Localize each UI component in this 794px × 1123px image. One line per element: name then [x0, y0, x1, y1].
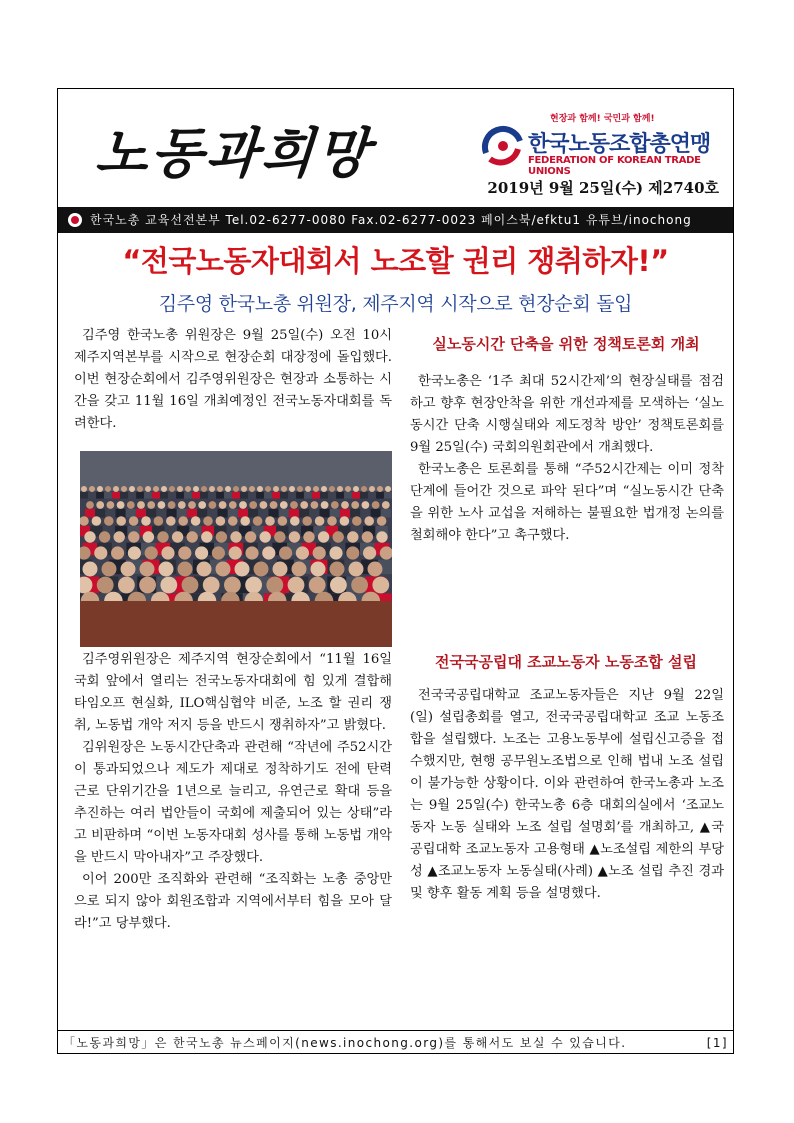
issue-date: 2019년 9월 25일(수) 제2740호 [487, 179, 719, 197]
main-article-body [74, 649, 392, 935]
article2-para-1: 한국노총은 ‘1주 최대 52시간제’의 현장실태를 점검하고 향후 현장안착을 위한 개선과제를 모색하는 ‘실노동시간 단축 시행실태와 제도정착 방안’ 정책토론회를 9월 25일(수) 국회의원회관에서 개최했다. [410, 374, 724, 455]
crowd-image [80, 451, 392, 647]
main-para-2: 김주영위원장은 제주지역 현장순회에서 “11월 16일 국회 앞에서 열리는 전국노동자대회에 힘 있게 결합해 타임오프 현실화, ILO핵심협약 비준, 노조 할 권리 쟁취, 노동법 개악 저지 등을 반드시 쟁취하자”고 밝혔다. [74, 652, 392, 733]
newsletter-title: 노동과희망 [93, 121, 374, 185]
main-para-4: 이어 200만 조직화와 관련해 “조직화는 노총 중앙만으로 되지 않아 회원조합과 지역에서부터 힘을 모아 달라!”고 당부했다. [74, 872, 392, 931]
article2-title: 실노동시간 단축을 위한 정책토론회 개최 [432, 335, 700, 353]
masthead [58, 89, 733, 207]
org-slogan: 현장과 함께! 국민과 함께! [550, 114, 655, 124]
contact-text: 한국노총 교육선전본부 Tel.02-6277-0080 Fax.02-6277-0023 페이스북/efktu1 유튜브/inochong [90, 213, 692, 227]
union-emblem-icon [480, 123, 526, 169]
main-para-3: 김위원장은 노동시간단축과 관련해 “작년에 주52시간이 통과되었으나 제도가 제대로 정착하기도 전에 탄력근로 단위기간을 1년으로 늘리고, 유연근로 확대 등을 추진하는 여러 법안들이 국회에 제출되어 있는 상태”라고 비판하며 “이번 노동자대회 성사를 통해 노동법 개악을 반드시 막아내자”고 주장했다. [74, 740, 392, 865]
rally-photo [80, 451, 392, 647]
article2-body [410, 371, 724, 547]
subheadline: 김주영 한국노총 위원장, 제주지역 시작으로 현장순회 돌입 [158, 293, 633, 315]
article3-body [410, 685, 724, 905]
footer-text: 「노동과희망」은 한국노총 뉴스페이지(news.inochong.org)를 통해서도 보실 수 있습니다. [63, 1036, 627, 1050]
main-article-intro [74, 325, 392, 435]
org-english-name: FEDERATION OF KOREAN TRADE UNIONS [528, 155, 701, 177]
article2-para-2: 한국노총은 토론회를 통해 “주52시간제는 이미 정착단계에 들어간 것으로 파악 된다”며 “실노동시간 단축을 위한 노사 교섭을 저해하는 불필요한 법개정 논의를 철회해야 한다”고 촉구했다. [410, 462, 724, 543]
union-dot-icon [68, 213, 82, 227]
page-number: [1] [706, 1036, 728, 1050]
page-frame [57, 88, 734, 1054]
footer [57, 1030, 734, 1054]
article3-title: 전국국공립대 조교노동자 노동조합 설립 [435, 653, 697, 671]
contact-bar [58, 207, 733, 233]
article3-para-1: 전국국공립대학교 조교노동자들은 지난 9월 22일(일) 설립총회를 열고, 전국국공립대학교 조교 노동조합을 설립했다. 노조는 고용노동부에 설립신고증을 접수했지만, 현행 공무원노조법으로 인해 법내 노조 설립이 불가능한 상황이다. 이와 관련하여 한국노총과 노조는 9월 25일(수) 한국노총 6층 대회의실에서 ‘조교노동자 노동 실태와 노조 설립 설명회’를 개최하고, ▲국공립대학 조교노동자 고용형태 ▲노조설립 제한의 부당성 ▲조교노동자 노동실태(사례) ▲노조 설립 추진 경과 및 향후 활동 계획 등을 설명했다. [410, 688, 724, 901]
main-para-1: 김주영 한국노총 위원장은 9월 25일(수) 오전 10시 제주지역본부를 시작으로 현장순회 대장정에 돌입했다. 이번 현장순회에서 김주영위원장은 현장과 소통하는 시간을 갖고 11월 16일 개최예정인 전국노동자대회를 독려한다. [74, 328, 392, 431]
org-name: 한국노동조합총연맹 [528, 132, 711, 157]
org-logo [480, 107, 730, 187]
headline: “전국노동자대회서 노조할 권리 쟁취하자!” [122, 244, 669, 278]
